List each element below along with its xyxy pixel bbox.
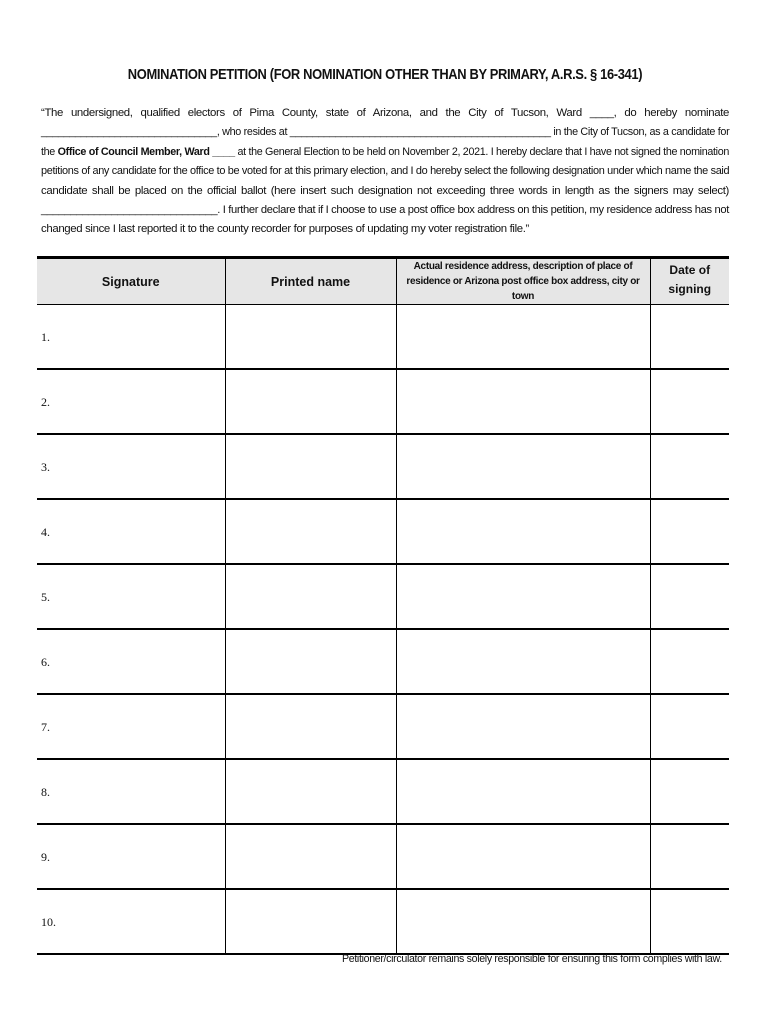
printed-name-cell[interactable] — [225, 629, 396, 694]
signature-cell[interactable] — [37, 564, 225, 629]
address-cell[interactable] — [396, 889, 650, 954]
date-cell[interactable] — [650, 499, 729, 564]
header-address-line-2: residence or Arizona post office box address, city or town — [406, 276, 640, 302]
declaration-line-3-prefix: the — [41, 145, 58, 158]
declaration-line-4: petitions of any candidate for the office to be voted for at this primary election, and I do hereby select the following designation under which name the said — [41, 165, 730, 178]
printed-name-cell[interactable] — [225, 499, 396, 564]
signature-cell[interactable] — [37, 434, 225, 499]
header-signature: Signature — [37, 258, 225, 305]
row-number: 1. — [41, 329, 50, 344]
row-number: 5. — [41, 589, 50, 604]
header-printed-name: Printed name — [225, 258, 396, 305]
footer-note: Petitioner/circulator remains solely responsible for ensuring this form complies with law. — [342, 953, 722, 965]
row-number: 4. — [41, 524, 50, 539]
table-row — [37, 305, 729, 370]
header-address-line-1: Actual residence address, description of place of — [413, 261, 633, 272]
printed-name-cell[interactable] — [225, 759, 396, 824]
page-title: NOMINATION PETITION (FOR NOMINATION OTHER THAN BY PRIMARY, A.R.S. § 16-341) — [127, 66, 643, 83]
row-number: 10. — [41, 914, 56, 929]
address-cell[interactable] — [396, 824, 650, 889]
date-cell[interactable] — [650, 889, 729, 954]
table-row — [37, 824, 729, 889]
signature-table — [37, 256, 729, 955]
table-header-row — [37, 258, 729, 305]
row-number: 3. — [41, 459, 50, 474]
address-cell[interactable] — [396, 434, 650, 499]
signature-cell[interactable] — [37, 759, 225, 824]
date-cell[interactable] — [650, 564, 729, 629]
date-cell[interactable] — [650, 694, 729, 759]
row-number: 9. — [41, 849, 50, 864]
row-number: 7. — [41, 719, 50, 734]
table-row — [37, 499, 729, 564]
address-cell[interactable] — [396, 694, 650, 759]
table-row — [37, 434, 729, 499]
signature-cell[interactable] — [37, 369, 225, 434]
table-row — [37, 564, 729, 629]
address-cell[interactable] — [396, 369, 650, 434]
declaration-line-6: ______________________________. I further declare that if I choose to use a post office box address on this petition, my residence address has not — [41, 204, 729, 217]
printed-name-cell[interactable] — [225, 369, 396, 434]
printed-name-cell[interactable] — [225, 824, 396, 889]
header-date-line-2: signing — [668, 282, 712, 296]
signature-cell[interactable] — [37, 629, 225, 694]
date-cell[interactable] — [650, 369, 729, 434]
declaration-line-2: _______________________________, who resides at ______________________________________________ in the City of Tucson, as a candidate for — [41, 126, 730, 139]
signature-cell[interactable] — [37, 824, 225, 889]
declaration-line-5: candidate shall be placed on the official ballot (here insert such designation not exceeding three words in length as the signers may select) — [41, 184, 729, 197]
declaration-line-7: changed since I last reported it to the county recorder for purposes of updating my voter registration file.” — [41, 223, 529, 236]
declaration-line-3 — [41, 143, 729, 162]
declaration-line-1: “The undersigned, qualified electors of Pima County, state of Arizona, and the City of Tucson, Ward ____, do hereby nominate — [41, 107, 729, 119]
date-cell[interactable] — [650, 434, 729, 499]
date-cell[interactable] — [650, 629, 729, 694]
printed-name-cell[interactable] — [225, 434, 396, 499]
date-cell[interactable] — [650, 305, 729, 370]
declaration-line-3-rest: at the General Election to be held on November 2, 2021. I hereby declare that I have not signed the nomination — [234, 145, 730, 158]
office-designation: Office of Council Member, Ward ____ — [57, 145, 235, 158]
address-cell[interactable] — [396, 499, 650, 564]
table-row — [37, 629, 729, 694]
row-number: 8. — [41, 784, 50, 799]
printed-name-cell[interactable] — [225, 564, 396, 629]
date-cell[interactable] — [650, 824, 729, 889]
signature-cell[interactable] — [37, 305, 225, 370]
address-cell[interactable] — [396, 564, 650, 629]
address-cell[interactable] — [396, 759, 650, 824]
address-cell[interactable] — [396, 305, 650, 370]
table-row — [37, 694, 729, 759]
printed-name-cell[interactable] — [225, 694, 396, 759]
declaration-paragraph — [41, 104, 729, 240]
row-number: 2. — [41, 394, 50, 409]
header-address — [396, 258, 650, 305]
table-row — [37, 759, 729, 824]
signature-cell[interactable] — [37, 694, 225, 759]
signature-cell[interactable] — [37, 889, 225, 954]
header-date-of-signing — [650, 258, 729, 305]
table-row — [37, 889, 729, 954]
printed-name-cell[interactable] — [225, 889, 396, 954]
date-cell[interactable] — [650, 759, 729, 824]
printed-name-cell[interactable] — [225, 305, 396, 370]
header-date-line-1: Date of — [669, 263, 711, 277]
table-row — [37, 369, 729, 434]
signature-cell[interactable] — [37, 499, 225, 564]
row-number: 6. — [41, 654, 50, 669]
address-cell[interactable] — [396, 629, 650, 694]
